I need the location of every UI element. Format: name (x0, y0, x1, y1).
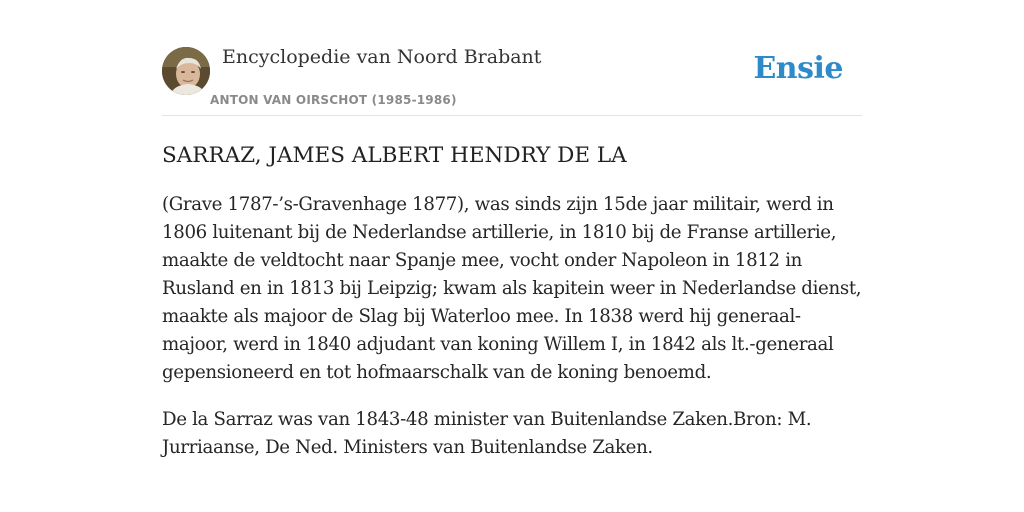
book-title[interactable]: Encyclopedie van Noord Brabant (222, 46, 542, 68)
author-portrait-icon (162, 47, 210, 95)
entry-header (162, 44, 862, 116)
ensie-logo[interactable]: Ensie (753, 51, 843, 86)
entry-paragraph: De la Sarraz was van 1843-48 minister van Buitenlandse Zaken.Bron: M. Jurriaanse, De Ned. Ministers van Buitenlandse Zaken. (162, 409, 812, 458)
entry-card (162, 44, 862, 462)
entry-paragraph: (Grave 1787-’s-Gravenhage 1877), was sinds zijn 15de jaar militair, werd in 1806 luitenant bij de Nederlandse artillerie, in 1810 bij de Franse artillerie, maakte de veldtocht naar Spanje mee, vocht onder Napoleon in 1812 in Rusland en in 1813 bij Leipzig; kwam als kapitein weer in Nederlandse dienst, maakte als majoor de Slag bij Waterloo mee. In 1838 werd hij generaal-majoor, werd in 1840 adjudant van koning Willem I, in 1842 als lt.-generaal gepensioneerd en tot hofmaarschalk van de koning benoemd. (162, 194, 862, 383)
author-avatar[interactable] (162, 47, 210, 95)
author-name[interactable]: ANTON VAN OIRSCHOT (1985-1986) (210, 93, 457, 107)
entry-title: SARRAZ, JAMES ALBERT HENDRY DE LA (162, 143, 627, 168)
